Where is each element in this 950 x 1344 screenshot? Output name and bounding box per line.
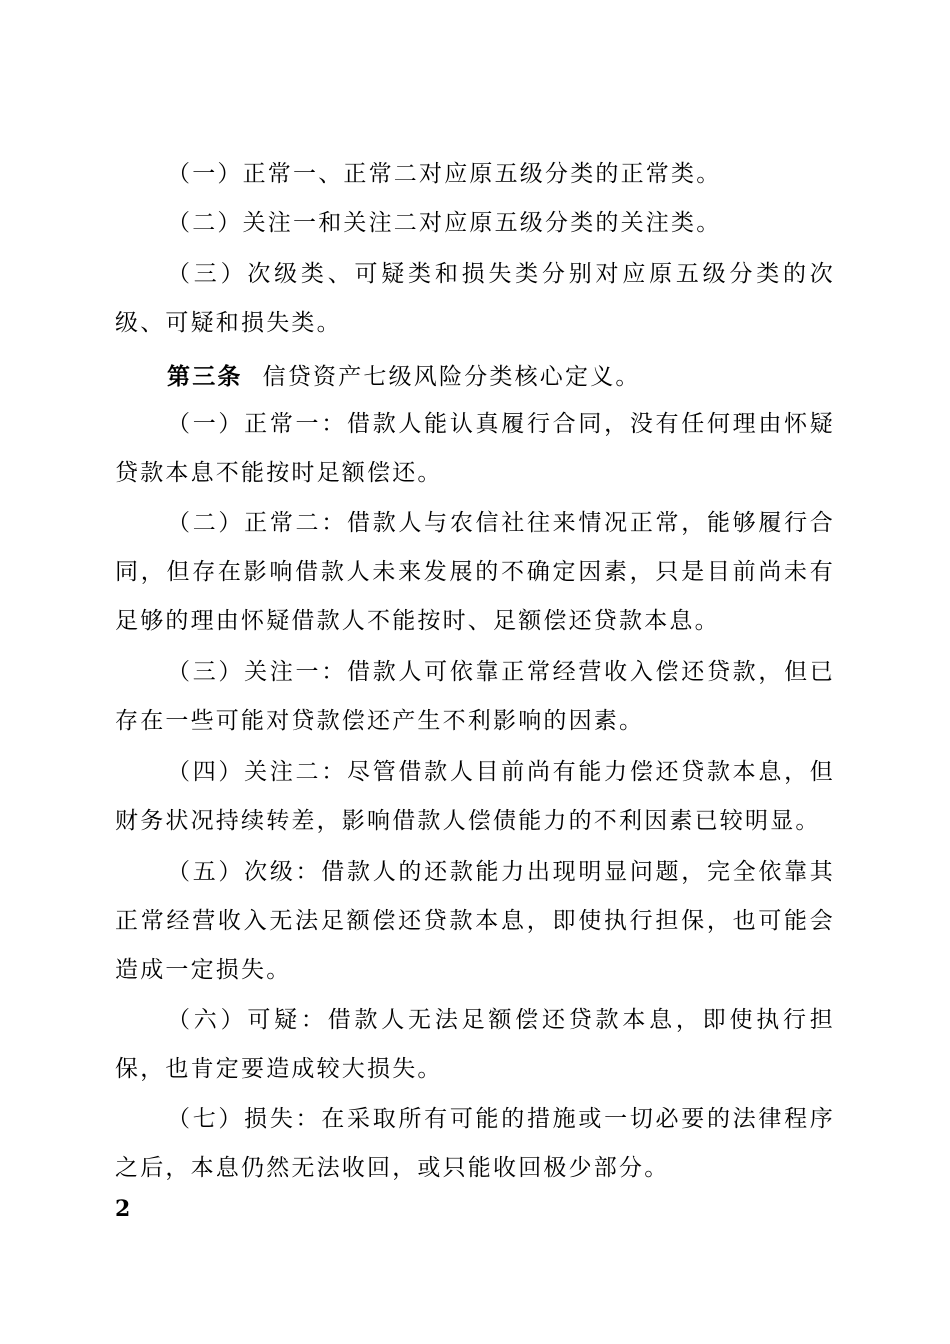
paragraph-text: （二）关注一和关注二对应原五级分类的关注类。 (167, 210, 722, 236)
page-number: 2 (115, 1196, 131, 1222)
paragraph-normal-one (115, 400, 835, 498)
paragraph-normal-two (115, 499, 835, 646)
paragraph-text: （三）关注一：借款人可依靠正常经营收入偿还贷款，但已存在一些可能对贷款偿还产生不利影响的因素。 (115, 659, 835, 734)
paragraph-text: 信贷资产七级风险分类核心定义。 (262, 364, 641, 390)
paragraph-mapping-attention (115, 199, 835, 248)
paragraph-attention-two (115, 748, 835, 846)
article-three-heading (115, 352, 835, 402)
paragraph-text: （三）次级类、可疑类和损失类分别对应原五级分类的次级、可疑和损失类。 (115, 261, 835, 336)
paragraph-text: （七）损失：在采取所有可能的措施或一切必要的法律程序之后，本息仍然无法收回，或只能收回极少部分。 (115, 1106, 835, 1181)
paragraph-substandard (115, 848, 835, 995)
paragraph-mapping-substandard (115, 250, 835, 348)
paragraph-loss (115, 1095, 835, 1193)
paragraph-doubtful (115, 996, 835, 1094)
paragraph-attention-one (115, 648, 835, 746)
paragraph-text: （五）次级：借款人的还款能力出现明显问题，完全依靠其正常经营收入无法足额偿还贷款本息，即使执行担保，也可能会造成一定损失。 (115, 859, 835, 983)
paragraph-text: （六）可疑：借款人无法足额偿还贷款本息，即使执行担保，也肯定要造成较大损失。 (115, 1007, 835, 1082)
paragraph-text: （一）正常一：借款人能认真履行合同，没有任何理由怀疑贷款本息不能按时足额偿还。 (115, 411, 835, 486)
article-label: 第三条 (167, 363, 243, 390)
paragraph-text: （二）正常二：借款人与农信社往来情况正常，能够履行合同，但存在影响借款人未来发展的不确定因素，只是目前尚未有足够的理由怀疑借款人不能按时、足额偿还贷款本息。 (115, 510, 835, 634)
paragraph-text: （一）正常一、正常二对应原五级分类的正常类。 (167, 161, 722, 187)
paragraph-mapping-normal (115, 150, 835, 199)
paragraph-text: （四）关注二：尽管借款人目前尚有能力偿还贷款本息，但财务状况持续转差，影响借款人偿债能力的不利因素已较明显。 (115, 759, 835, 834)
